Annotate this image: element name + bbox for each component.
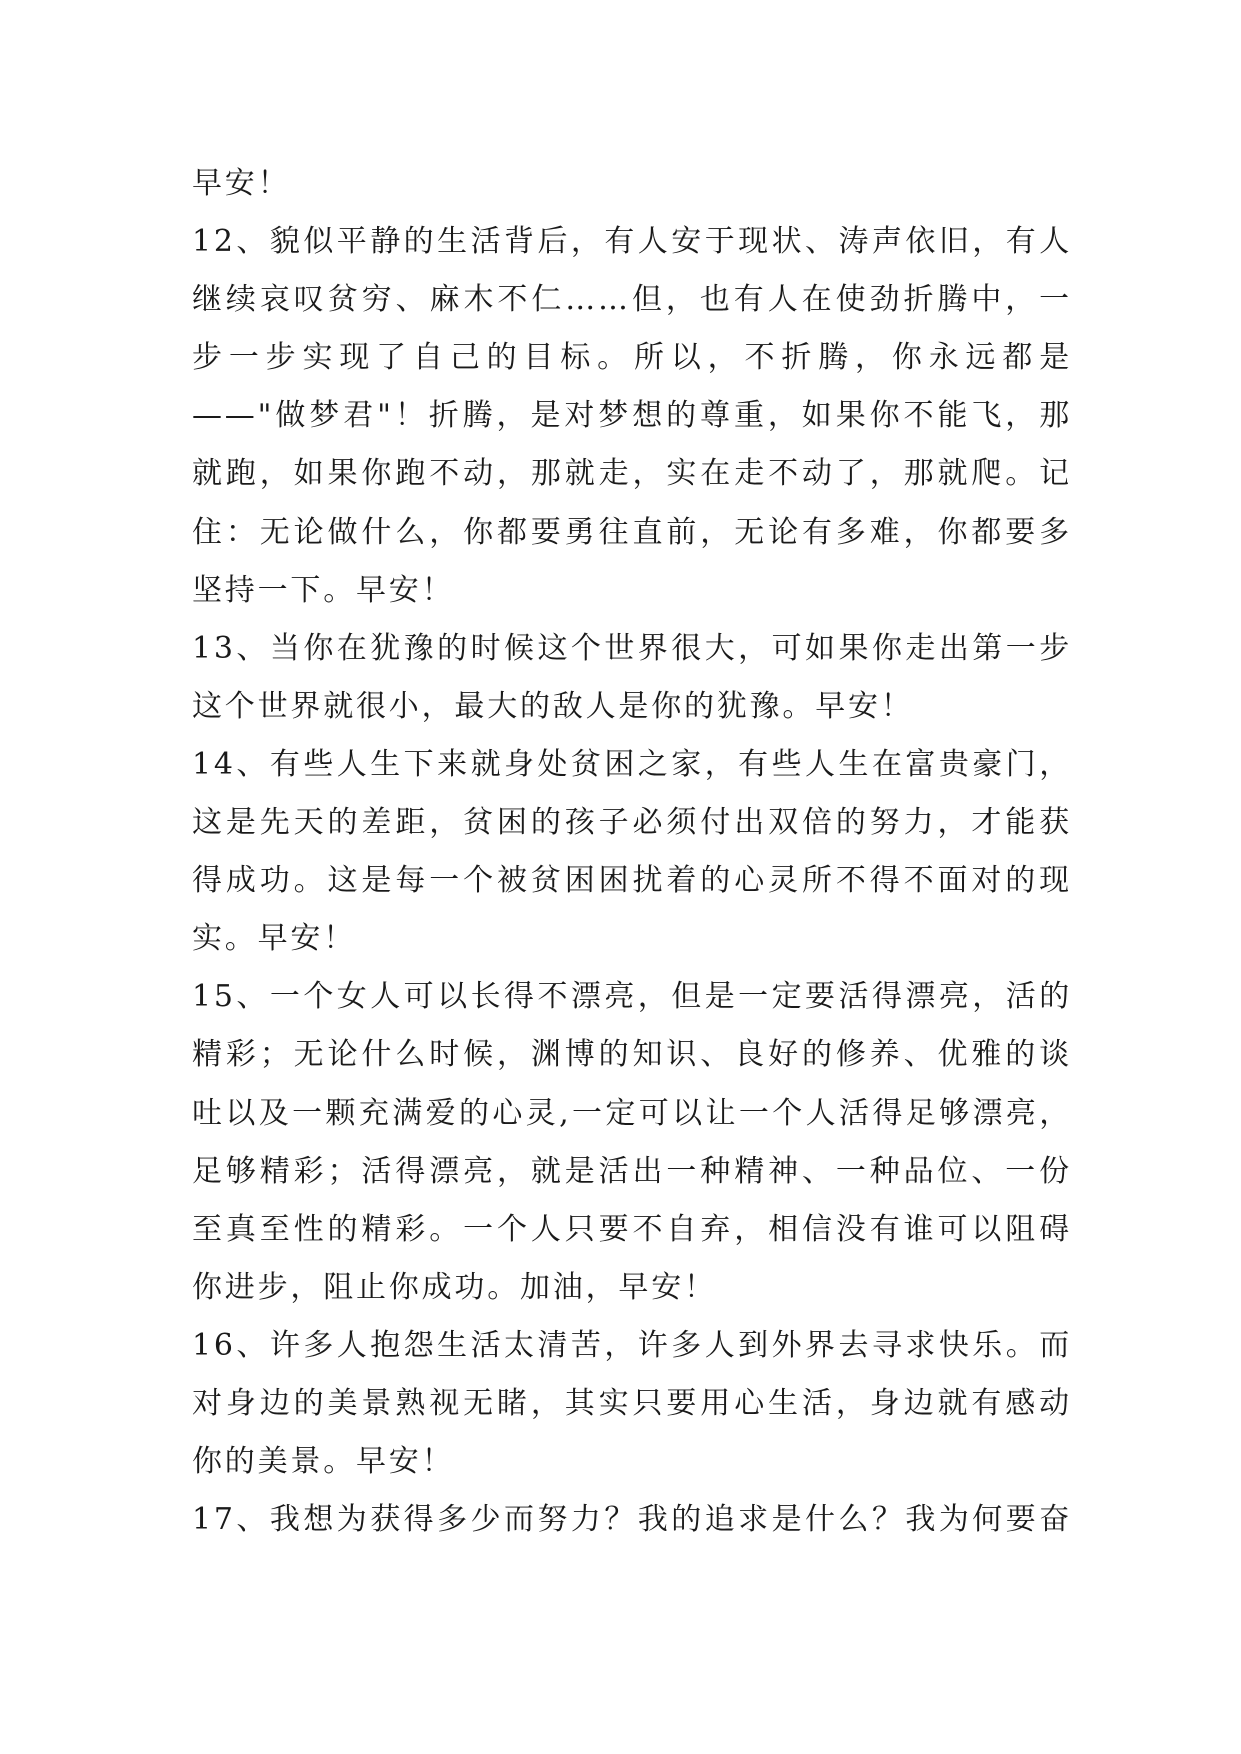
- text-line: 精彩；无论什么时候，渊博的知识、良好的修养、优雅的谈: [192, 1037, 1072, 1073]
- text-line: ——"做梦君"！折腾，是对梦想的尊重，如果你不能飞，那: [192, 398, 1072, 434]
- text-line: 得成功。这是每一个被贫困困扰着的心灵所不得不面对的现: [192, 863, 1072, 899]
- text-line: 12、貌似平静的生活背后，有人安于现状、涛声依旧，有人: [192, 224, 1072, 260]
- text-line: 早安！: [192, 166, 291, 201]
- text-line: 14、有些人生下来就身处贫困之家，有些人生在富贵豪门，: [192, 746, 1072, 782]
- text-line: 16、许多人抱怨生活太清苦，许多人到外界去寻求快乐。而: [192, 1327, 1072, 1363]
- text-line: 17、我想为获得多少而努力？我的追求是什么？我为何要奋: [192, 1502, 1072, 1538]
- text-line: 这个世界就很小，最大的敌人是你的犹豫。早安！: [192, 688, 914, 724]
- body-text: [192, 155, 1072, 1549]
- text-line: 吐以及一颗充满爱的心灵,一定可以让一个人活得足够漂亮，: [192, 1095, 1072, 1131]
- text-line: 足够精彩；活得漂亮，就是活出一种精神、一种品位、一份: [192, 1153, 1072, 1189]
- text-line: 步一步实现了自己的目标。所以，不折腾，你永远都是: [192, 340, 1072, 376]
- text-line: 继续哀叹贫穷、麻木不仁……但，也有人在使劲折腾中，一: [192, 282, 1072, 318]
- text-line: 15、一个女人可以长得不漂亮，但是一定要活得漂亮，活的: [192, 979, 1072, 1015]
- text-line: 坚持一下。早安！: [192, 572, 455, 608]
- text-line: 实。早安！: [192, 921, 356, 957]
- text-line: 你进步，阻止你成功。加油，早安！: [192, 1269, 717, 1305]
- text-line: 对身边的美景熟视无睹，其实只要用心生活，身边就有感动: [192, 1385, 1072, 1421]
- text-line: 这是先天的差距，贫困的孩子必须付出双倍的努力，才能获: [192, 805, 1072, 841]
- text-line: 住：无论做什么，你都要勇往直前，无论有多难，你都要多: [192, 514, 1072, 550]
- text-line: 就跑，如果你跑不动，那就走，实在走不动了，那就爬。记: [192, 456, 1072, 492]
- text-line: 你的美景。早安！: [192, 1444, 455, 1480]
- text-line: 13、当你在犹豫的时候这个世界很大，可如果你走出第一步: [192, 630, 1072, 666]
- text-line: 至真至性的精彩。一个人只要不自弃，相信没有谁可以阻碍: [192, 1211, 1072, 1247]
